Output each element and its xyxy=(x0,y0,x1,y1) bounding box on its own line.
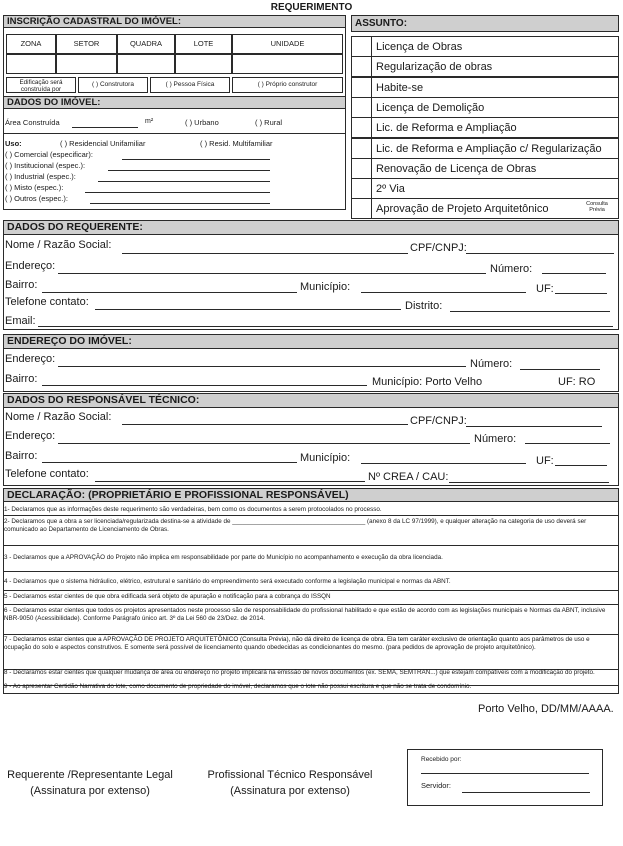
assunto-item-label: Aprovação de Projeto Arquitetônico xyxy=(376,203,549,215)
assunto-item xyxy=(372,158,619,179)
assunto-checkbox[interactable] xyxy=(351,178,372,199)
req-cpf-label: CPF/CNPJ: xyxy=(410,242,467,254)
decl-item-2: 2- Declaramos que a obra a ser licenciada/regularizada destina-se a atividade de ______________________________________ (anexo 8 da LC 97/1999), e qualquer alteração na categoria de uso deverá ser comunicado ao Departamento de Licenciamento de Obras. xyxy=(4,518,587,534)
recebido-label: Recebido por: xyxy=(421,756,462,763)
req-municipio-input[interactable] xyxy=(361,292,526,293)
req-telefone-label: Telefone contato: xyxy=(5,296,89,308)
req-endereco-label: Endereço: xyxy=(5,260,56,272)
assunto-checkbox[interactable] xyxy=(351,158,372,179)
decl-divider xyxy=(3,515,619,516)
rt-nome-label: Nome / Razão Social: xyxy=(5,411,112,423)
assunto-item xyxy=(372,97,619,118)
uso-industrial[interactable]: ( ) Industrial (espec.): xyxy=(5,172,76,181)
decl-divider xyxy=(3,571,619,572)
rt-telefone-label: Telefone contato: xyxy=(5,468,89,480)
rt-telefone-input[interactable] xyxy=(95,481,365,482)
assunto-item-label: Habite-se xyxy=(376,82,424,94)
decl-divider xyxy=(3,634,619,635)
option-res-unifamiliar[interactable]: ( ) Residencial Unifamiliar xyxy=(60,139,146,148)
decl-divider xyxy=(3,545,619,546)
option-proprio-construtor[interactable]: ( ) Próprio construtor xyxy=(232,77,343,93)
decl-item-8: 8 - Declaramos estar cientes que qualquer mudança de área ou endereço no projeto implicará na emissão de novos documentos (ex. SEMA, SEMTRAN...) que estejam compatíveis com a modificação do projeto. xyxy=(4,669,595,676)
rt-municipio-label: Município: xyxy=(300,452,351,464)
assunto-checkbox[interactable] xyxy=(351,36,372,57)
rt-bairro-label: Bairro: xyxy=(5,450,38,462)
servidor-input[interactable] xyxy=(462,792,590,793)
assunto-checkbox[interactable] xyxy=(351,56,372,77)
assunto-header: ASSUNTO: xyxy=(351,15,619,32)
industrial-input[interactable] xyxy=(98,181,270,182)
uso-misto[interactable]: ( ) Misto (espec.): xyxy=(5,183,64,192)
rt-endereco-input[interactable] xyxy=(58,443,470,444)
option-rural[interactable]: ( ) Rural xyxy=(255,118,283,127)
assunto-item-label: Renovação de Licença de Obras xyxy=(376,163,537,175)
assunto-item xyxy=(372,178,619,199)
req-uf-label: UF: xyxy=(536,283,554,295)
inscricao-header: INSCRIÇÃO CADASTRAL DO IMÓVEL: xyxy=(3,15,346,28)
req-cpf-input[interactable] xyxy=(466,253,614,254)
divider xyxy=(3,133,346,134)
sig-requerente: Requerente /Representante Legal xyxy=(7,769,173,781)
declaracao-header: DECLARAÇÃO: (PROPRIETÁRIO E PROFISSIONAL RESPONSÁVEL) xyxy=(3,488,619,502)
decl-item-4: 4 - Declaramos que o sistema hidráulico, elétrico, estrutural e sanitário do empreendimento será executado conforme a legislação municipal e normas da ABNT. xyxy=(4,578,451,585)
lote-input[interactable] xyxy=(175,54,232,74)
assunto-item xyxy=(372,36,619,57)
imovel-municipio: Município: Porto Velho xyxy=(372,376,483,388)
req-endereco-input[interactable] xyxy=(58,273,486,274)
edificacao-label: Edificação será construída por xyxy=(6,77,76,93)
req-bairro-input[interactable] xyxy=(42,292,297,293)
endereco-imovel-header: ENDEREÇO DO IMÓVEL: xyxy=(3,334,619,349)
req-distrito-label: Distrito: xyxy=(405,300,443,312)
imovel-uf: UF: RO xyxy=(558,376,596,388)
assunto-item xyxy=(372,138,619,159)
option-res-multifamiliar[interactable]: ( ) Resid. Multifamiliar xyxy=(200,139,273,148)
col-lote: LOTE xyxy=(175,34,232,54)
quadra-input[interactable] xyxy=(117,54,175,74)
responsavel-header: DADOS DO RESPONSÁVEL TÉCNICO: xyxy=(3,393,619,408)
assunto-checkbox[interactable] xyxy=(351,138,372,159)
imovel-numero-label: Número: xyxy=(470,358,513,370)
assunto-checkbox[interactable] xyxy=(351,198,372,219)
decl-item-1: 1- Declaramos que as informações deste requerimento são verdadeiras, bem como os documentos a serem protocolados no processo. xyxy=(4,506,382,513)
misto-input[interactable] xyxy=(85,192,270,193)
assunto-item-label: Lic. de Reforma e Ampliação c/ Regularização xyxy=(376,143,602,155)
req-uf-input[interactable] xyxy=(555,293,607,294)
uso-comercial[interactable]: ( ) Comercial (especificar): xyxy=(5,150,93,159)
uso-outros[interactable]: ( ) Outros (espec.): xyxy=(5,194,68,203)
area-label: Área Construída xyxy=(5,118,60,127)
assunto-item-label: Licença de Obras xyxy=(376,41,463,53)
imovel-bairro-input[interactable] xyxy=(42,385,367,386)
institucional-input[interactable] xyxy=(108,170,270,171)
zona-input[interactable] xyxy=(6,54,56,74)
requerente-header: DADOS DO REQUERENTE: xyxy=(3,220,619,235)
rt-numero-label: Número: xyxy=(474,433,517,445)
decl-divider xyxy=(3,604,619,605)
rt-endereco-label: Endereço: xyxy=(5,430,56,442)
rt-municipio-input[interactable] xyxy=(361,463,526,464)
rt-nome-input[interactable] xyxy=(122,424,408,425)
area-input[interactable] xyxy=(72,127,138,128)
assunto-item-label: Regularização de obras xyxy=(376,61,493,73)
req-telefone-input[interactable] xyxy=(95,309,401,310)
col-unidade: UNIDADE xyxy=(232,34,343,54)
assunto-item-label: 2º Via xyxy=(376,183,405,195)
decl-divider xyxy=(3,590,619,591)
rt-crea-input[interactable] xyxy=(449,482,609,483)
req-numero-label: Número: xyxy=(490,263,533,275)
req-email-label: Email: xyxy=(5,315,36,327)
area-unit: m² xyxy=(145,118,154,125)
assunto-item-label: Licença de Demolição xyxy=(376,102,485,114)
uso-institucional[interactable]: ( ) Institucional (espec.): xyxy=(5,161,86,170)
req-email-input[interactable] xyxy=(38,326,613,327)
dados-imovel-header: DADOS DO IMÓVEL: xyxy=(3,96,346,109)
assunto-checkbox[interactable] xyxy=(351,77,372,98)
col-setor: SETOR xyxy=(56,34,117,54)
recebido-input[interactable] xyxy=(421,773,589,774)
servidor-label: Servidor: xyxy=(421,781,452,790)
imovel-numero-input[interactable] xyxy=(520,369,600,370)
assunto-item xyxy=(372,77,619,98)
imovel-endereco-input[interactable] xyxy=(58,366,466,367)
rt-uf-input[interactable] xyxy=(555,465,607,466)
rt-numero-input[interactable] xyxy=(525,443,610,444)
assunto-checkbox[interactable] xyxy=(351,117,372,138)
imovel-endereco-label: Endereço: xyxy=(5,353,56,365)
req-municipio-label: Município: xyxy=(300,281,351,293)
assunto-checkbox[interactable] xyxy=(351,97,372,118)
req-distrito-input[interactable] xyxy=(450,311,610,312)
rt-cpf-input[interactable] xyxy=(466,426,602,427)
decl-item-5: 5 - Declaramos estar cientes de que obra edificada será objeto de apuração e notificação para a cobrança do ISSQN xyxy=(4,593,331,600)
comercial-input[interactable] xyxy=(122,159,270,160)
decl-item-7: 7 - Declaramos estar cientes que a APROVAÇÃO DE PROJETO ARQUITETÔNICO (Consulta Prévia), não dá direito de licença de obra. Ela tem caráter exclusivo de orientação quanto aos parâmetros de uso e ocupação do solo e aspectos construtivos. E somente será possível de licenciamento quando obedecidas as condicionantes do mesmo. (para pedidos de aprovação de projeto arquitetônico). xyxy=(4,636,590,652)
rt-crea-label: Nº CREA / CAU: xyxy=(368,471,449,483)
outros-input[interactable] xyxy=(90,203,270,204)
page-title: REQUERIMENTO xyxy=(270,2,353,13)
assunto-item xyxy=(372,117,619,138)
rt-cpf-label: CPF/CNPJ: xyxy=(410,415,467,427)
option-construtora[interactable]: ( ) Construtora xyxy=(78,77,148,93)
col-quadra: QUADRA xyxy=(117,34,175,54)
decl-item-6: 6 - Declaramos estar cientes que todos os projetos apresentados neste processo são de responsabilidade do profissional habilitado e que estão de acordo com as legislações municipais e Normas da ABNT, inclusive NBR-9050 (Acessibilidade). Conforme Parágrafo único art. 3º da Lei 560 de 23/Dez. de 2014. xyxy=(4,607,606,623)
date-line: Porto Velho, DD/MM/AAAA. xyxy=(478,703,614,715)
option-urbano[interactable]: ( ) Urbano xyxy=(185,118,219,127)
imovel-bairro-label: Bairro: xyxy=(5,373,38,385)
sig-requerente-note: (Assinatura por extenso) xyxy=(30,785,150,797)
option-pessoa-fisica[interactable]: ( ) Pessoa Física xyxy=(150,77,230,93)
col-zona: ZONA xyxy=(6,34,56,54)
assunto-item xyxy=(372,56,619,77)
req-nome-label: Nome / Razão Social: xyxy=(5,239,112,251)
consulta-previa-note: Consulta Prévia xyxy=(586,201,608,213)
req-numero-input[interactable] xyxy=(542,273,606,274)
assunto-item xyxy=(372,198,619,219)
rt-uf-label: UF: xyxy=(536,455,554,467)
req-bairro-label: Bairro: xyxy=(5,279,38,291)
uso-label: Uso: xyxy=(5,139,22,148)
unidade-input[interactable] xyxy=(232,54,343,74)
req-nome-input[interactable] xyxy=(122,253,408,254)
rt-bairro-input[interactable] xyxy=(42,462,297,463)
assunto-item-label: Lic. de Reforma e Ampliação xyxy=(376,122,517,134)
sig-profissional-note: (Assinatura por extenso) xyxy=(230,785,350,797)
sig-profissional: Profissional Técnico Responsável xyxy=(207,769,373,781)
decl-item-9: 9 - Ao apresentar Certidão Narrativa do lote, como documento de propriedade do imóvel, declaramos que o lote não possui escritura e que não se trata de condomínio. xyxy=(4,683,472,690)
setor-input[interactable] xyxy=(56,54,117,74)
decl-item-3: 3 - Declaramos que a APROVAÇÃO do Projeto não implica em responsabilidade por parte do Município no acompanhamento e execução da obra licenciada. xyxy=(4,554,443,561)
